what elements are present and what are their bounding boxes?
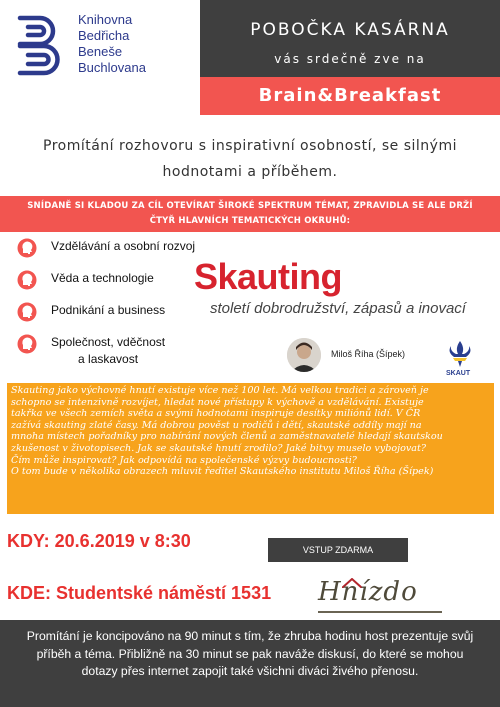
scout-org-label: SKAUT: [446, 370, 471, 377]
topic-label: [51, 238, 195, 255]
library-name: [78, 12, 146, 76]
intro-line: hodnotami a příběhem.: [162, 164, 338, 180]
head-profile-icon: [17, 334, 37, 354]
head-profile-icon: [17, 270, 37, 290]
topic-item: [17, 334, 165, 368]
topic-item: [17, 238, 195, 258]
speaker-photo-icon: [287, 338, 321, 372]
talk-title: Skauting: [194, 256, 343, 297]
library-name-line: Knihovna: [78, 12, 133, 27]
description-line: Skauting jako výchovné hnutí existuje více než 100 let. Má velkou tradici a zároveň je: [11, 385, 429, 396]
branch-title: POBOČKA KASÁRNA: [250, 20, 450, 40]
speaker-name: Miloš Říha (Šípek): [331, 349, 406, 359]
event-location: KDE: Studentské náměstí 1531: [7, 583, 272, 603]
description-line: zažívá skauting zlaté časy. Má dobrou pověst u rodičů i dětí, skautské oddíly mají na: [11, 419, 422, 431]
topic-label-line: Společnost, vděčnost: [51, 335, 166, 349]
footer-line: příběh a téma. Přibližně na 30 minut se pak naváže diskusí, do které se mohou: [36, 646, 464, 661]
description-line: zkušenost v životopisech. Jak se skautské hnutí zrodilo? Jaké bitvy muselo vybojovat?: [11, 442, 426, 454]
speaker-avatar: [287, 338, 321, 372]
topic-label-line: Věda a technologie: [51, 271, 154, 285]
topic-label-line: a laskavost: [78, 352, 139, 366]
topic-label: [51, 334, 165, 368]
head-profile-icon: [17, 238, 37, 258]
description-box: [7, 383, 494, 514]
footer-line: Promítání je koncipováno na 90 minut s tím, že zhruba hodinu host prezentuje svůj: [26, 629, 474, 643]
header-banner: [200, 0, 500, 77]
invite-line: vás srdečně zve na: [274, 52, 426, 66]
banner-line: SNÍDANĚ SI KLADOU ZA CÍL OTEVÍRAT ŠIROKÉ SPEKTRUM TÉMAT, ZPRAVIDLA SE ALE DRŽÍ: [27, 201, 473, 211]
library-logo: [0, 0, 200, 95]
head-profile-icon: [17, 302, 37, 322]
topic-item: [17, 302, 165, 322]
topic-label-line: Podnikání a business: [51, 303, 166, 317]
library-b-logo-icon: [16, 14, 68, 76]
intro-text: [10, 133, 490, 185]
topics-banner: [0, 196, 500, 232]
venue-logo-underline: [318, 611, 442, 613]
intro-line: Promítání rozhovoru s inspirativní osobností, se silnými: [43, 138, 457, 154]
library-name-line: Buchlovana: [78, 60, 146, 75]
topic-label: [51, 270, 154, 287]
description-text: [11, 385, 491, 478]
brand-banner: [200, 77, 500, 115]
banner-line: ČTYŘ HLAVNÍCH TEMATICKÝCH OKRUHŮ:: [149, 216, 351, 226]
brand-title: Brain&Breakfast: [258, 85, 442, 106]
description-line: schopno se intenzivně rozvíjet, hledat nové přístupy k výchově a vzdělávání. Existuje: [11, 396, 424, 408]
description-line: Čím může inspirovat? Jak odpovídá na společenské výzvy budoucnosti?: [11, 454, 357, 466]
talk-subtitle: století dobrodružství, zápasů a inovací: [210, 300, 466, 317]
description-line: mnoha místech pořadníky pro nabírání nových členů a zaměstnavatelé hledají skautskou: [11, 431, 443, 443]
scout-lily-icon: [447, 340, 473, 368]
topic-item: [17, 270, 154, 290]
library-name-line: Bedřicha: [78, 28, 130, 43]
topic-label-line: Vzdělávání a osobní rozvoj: [51, 239, 196, 253]
footer-text: [6, 628, 494, 681]
description-line: takřka ve všech zemích světa a svými hodnotami inspiruje desítky miliónů lidí. V ČR: [11, 408, 421, 420]
footer: [0, 620, 500, 707]
library-name-line: Beneše: [78, 44, 123, 59]
topics-banner-text: [10, 199, 490, 229]
event-date: KDY: 20.6.2019 v 8:30: [7, 531, 191, 551]
footer-line: dotazy přes internet zapojit také všichni diváci živého přenosu.: [81, 664, 419, 678]
free-entry-badge: VSTUP ZDARMA: [268, 538, 408, 562]
description-line: O tom bude v několika obrazech mluvit ředitel Skautského institutu Miloš Říha (Šípek): [11, 466, 434, 478]
topic-label: [51, 302, 165, 319]
venue-logo: Hnízdo: [318, 577, 418, 607]
